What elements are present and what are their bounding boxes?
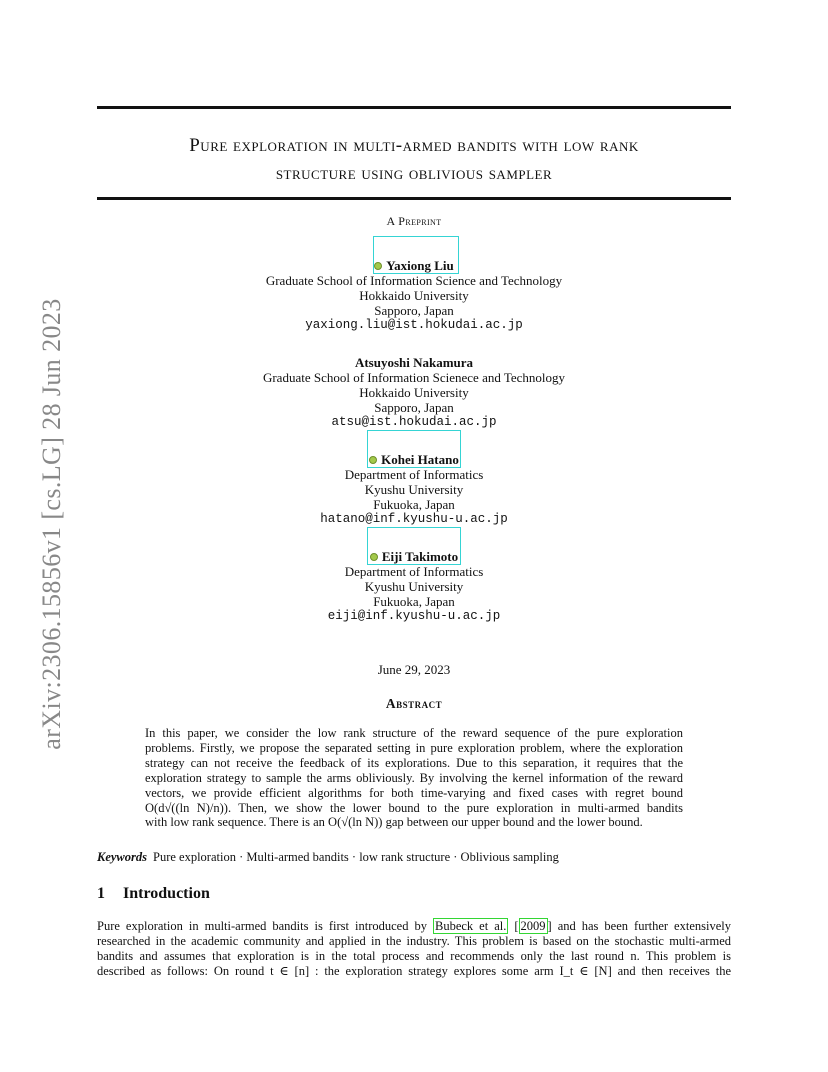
section-heading <box>97 885 210 903</box>
keywords-text: Pure exploration · Multi-armed bandits · low rank structure · Oblivious sampling <box>153 850 559 864</box>
abstract-line: O(d√((ln N)/n)). Then, we show the lower bound to the pure exploration in multi-armed bandits <box>145 800 683 815</box>
author-university: Kyushu University <box>364 482 464 497</box>
paper-date: June 29, 2023 <box>377 662 451 677</box>
paper-title <box>97 132 731 188</box>
citation-year-link[interactable]: 2009 <box>520 919 546 933</box>
author-university: Hokkaido University <box>359 288 469 303</box>
intro-text: Pure exploration in multi-armed bandits is first introduced by <box>97 919 427 933</box>
intro-line: described as follows: On round t ∈ [n] : the exploration strategy explores some arm I_t ∈ [N] and then receives the <box>97 964 731 978</box>
author-location: Sapporo, Japan <box>374 400 454 415</box>
author-block <box>0 355 828 430</box>
title-line-2: structure using oblivious sampler <box>275 163 553 184</box>
abstract-line: problems. Firstly, we propose the separated setting in pure exploration problem, where the exploration <box>145 740 683 755</box>
author-email: eiji@inf.kyushu-u.ac.jp <box>327 609 501 623</box>
author-affiliation: Graduate School of Information Science and Technology <box>265 273 563 288</box>
abstract-line: strategy can not receive the feedback of its explorations. Due to this separation, it requires that the <box>145 755 683 770</box>
intro-line: bandits and assumes that exploration is in the total process and recommends only the last round n. This problem is <box>97 949 731 963</box>
citation-link[interactable]: Bubeck et al. <box>434 919 507 933</box>
abstract-line: In this paper, we consider the low rank structure of the reward sequence of the pure exploration <box>145 726 683 740</box>
section-number: 1 <box>97 885 105 902</box>
orcid-icon[interactable] <box>369 456 377 464</box>
author-block <box>0 549 828 624</box>
title-line-1: Pure exploration in multi-armed bandits with low rank <box>189 135 639 156</box>
author-name[interactable]: Kohei Hatano <box>381 452 459 467</box>
author-university: Kyushu University <box>364 579 464 594</box>
intro-paragraph <box>97 919 731 979</box>
title-rule-top <box>97 106 731 109</box>
arxiv-side-stamp: arXiv:2306.15856v1 [cs.LG] 28 Jun 2023 <box>37 298 66 750</box>
author-location: Fukuoka, Japan <box>373 594 455 609</box>
author-affiliation: Graduate School of Information Scienece and Technology <box>262 370 566 385</box>
intro-line: Pure exploration in multi-armed bandits is first introduced by Bubeck et al. [ 2009 ] and has been further extensively <box>97 919 731 933</box>
author-block <box>0 258 828 333</box>
keywords-line <box>97 850 559 865</box>
intro-text: and has been further extensively <box>557 919 731 933</box>
orcid-icon[interactable] <box>370 553 378 561</box>
author-affiliation: Department of Informatics <box>344 467 484 482</box>
abstract-line: with low rank sequence. There is an O(√(ln N)) gap between our upper bound and the lower bound. <box>145 815 643 830</box>
author-email: yaxiong.liu@ist.hokudai.ac.jp <box>305 318 523 332</box>
title-rule-bottom <box>97 197 731 200</box>
author-university: Hokkaido University <box>359 385 469 400</box>
intro-line: researched in the academic community and applied in the industry. This problem is based on the stochastic multi-armed <box>97 934 731 948</box>
abstract-heading: Abstract <box>385 696 443 711</box>
author-email: atsu@ist.hokudai.ac.jp <box>331 415 497 429</box>
abstract-line: exploration strategy to sample the arms obliviously. By involving the kernel information of the reward <box>145 770 683 785</box>
author-block <box>0 452 828 527</box>
section-title: Introduction <box>123 885 210 902</box>
preprint-label: A Preprint <box>386 214 442 228</box>
author-location: Sapporo, Japan <box>374 303 454 318</box>
author-name[interactable]: Yaxiong Liu <box>386 258 454 273</box>
author-email: hatano@inf.kyushu-u.ac.jp <box>320 512 508 526</box>
author-affiliation: Department of Informatics <box>344 564 484 579</box>
orcid-icon[interactable] <box>374 262 382 270</box>
keywords-label: Keywords <box>97 850 147 864</box>
abstract-line: vectors, we provide efficient algorithms for both time-varying and fixed cases with regret bound <box>145 785 683 800</box>
author-location: Fukuoka, Japan <box>373 497 455 512</box>
abstract-body <box>145 726 683 830</box>
author-name: Atsuyoshi Nakamura <box>354 355 474 370</box>
author-name[interactable]: Eiji Takimoto <box>381 549 459 564</box>
